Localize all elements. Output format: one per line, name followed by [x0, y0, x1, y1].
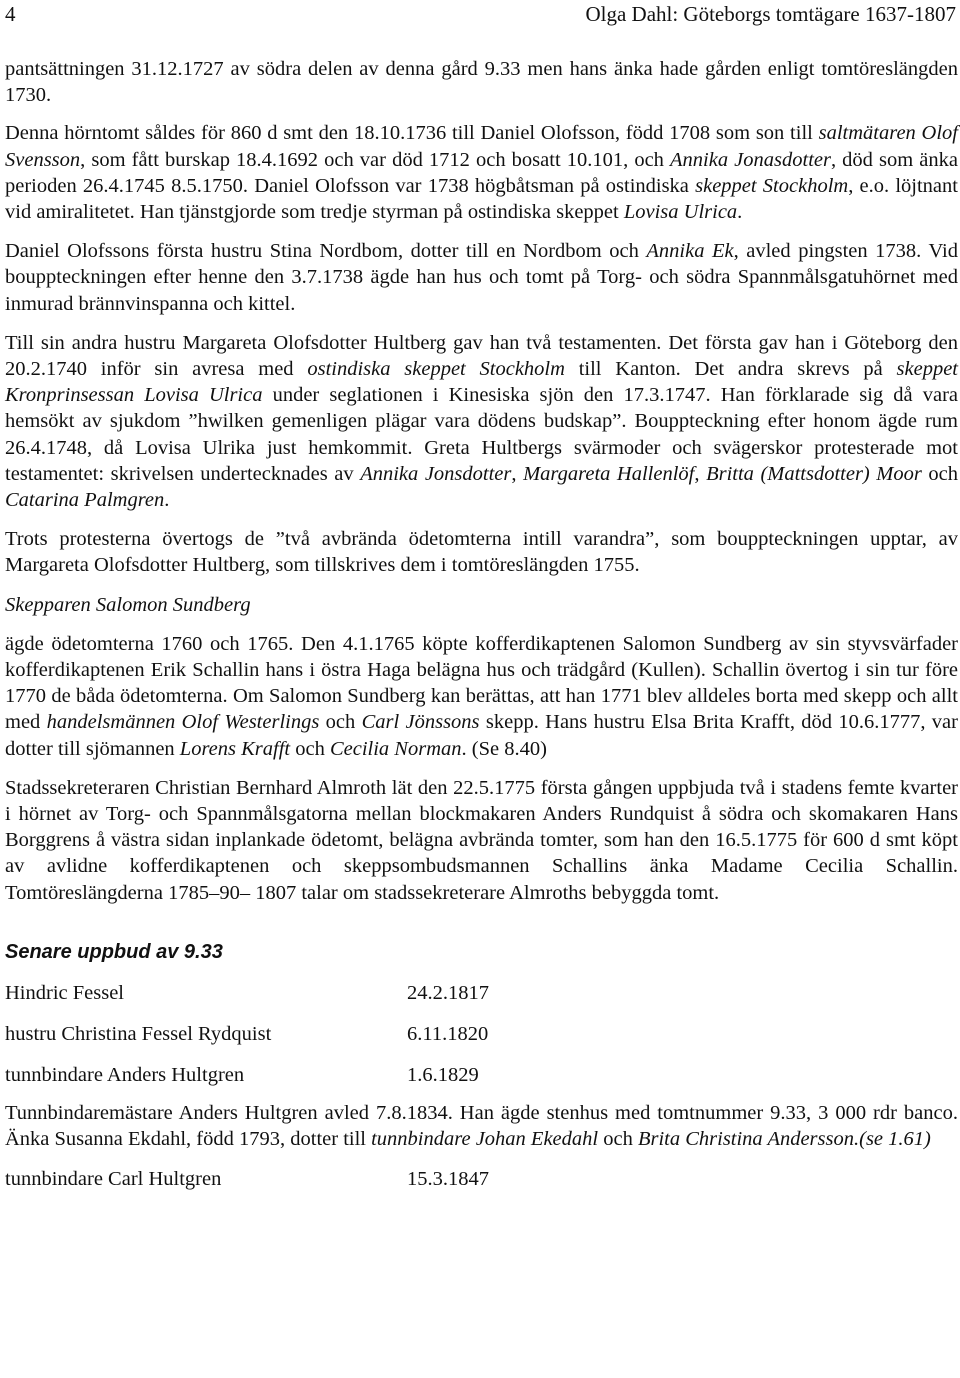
- bid-name: tunnbindare Anders Hultgren: [5, 1063, 245, 1086]
- text-segment: Tunnbindaremästare Anders Hultgren avled 7.8.1834. Han ägde stenhus med tomtnummer 9.33, 3 000 rdr banco. Änka Susanna Ekdahl, född 1793, dotter till: [5, 1101, 958, 1151]
- text-segment: , avled pingsten 1738. Vid bouppteckningen efter henne den 3.7.1738 ägde han hus och tomt på Torg- och södra Spannmålsgatuhörnet med inmurad brännvinspanna och kittel.: [5, 240, 958, 315]
- text-segment: ,: [511, 462, 524, 485]
- bid-date: 1.6.1829: [407, 1063, 479, 1086]
- text-segment: Trots protesterna övertogs de ”två avbrända ödetomterna intill varandra”, som bouppteckningen upptar, av Margareta Olofsdotter Hultberg, som tillskrives dem i tomtöreslängden 1755.: [5, 528, 958, 577]
- italic-segment: Annika Jonasdotter: [670, 148, 831, 171]
- text-segment: till Kanton. Det andra skrevs på: [564, 358, 897, 381]
- bid-row: [5, 980, 958, 1006]
- section-heading: Senare uppbud av 9.33: [5, 940, 223, 963]
- paragraph-2: [5, 120, 958, 225]
- paragraph-7: [5, 775, 958, 906]
- bid-row: [5, 1166, 958, 1192]
- text-segment: och: [598, 1128, 638, 1151]
- italic-segment: Carl Jönssons: [361, 711, 480, 734]
- bid-date: 15.3.1847: [407, 1168, 489, 1191]
- bid-name: tunnbindare Carl Hultgren: [5, 1168, 222, 1191]
- document-page: [5, 0, 958, 1192]
- paragraph-6: [5, 631, 958, 762]
- italic-segment: Lovisa Ulrica: [623, 201, 738, 224]
- page-number: 4: [5, 2, 16, 26]
- text-segment: .: [737, 201, 743, 224]
- italic-segment: skeppet Kronprinsessan Lovisa Ulrica: [5, 358, 959, 407]
- italic-segment: ostindiska skeppet Stockholm: [307, 358, 565, 381]
- bid-name: Hindric Fessel: [5, 981, 124, 1004]
- text-segment: Stadssekreteraren Christian Bernhard Almroth lät den 22.5.1775 första gången uppbjuda två i stadens femte kvarter i hörnet av Torg- och Spannmålsgatorna mellan blockmakaren Anders Rundquist å södra och skomakaren Hans Borggrens å västra sidan inplankade ödetomt, belägna avbrända tomter, som han den 16.5.1775 för 600 d smt köpt av avlidne kofferdikaptenen och skeppsombudsmannen Schallins änka Madame Cecilia Schallin. Tomtöreslängderna 1785–90– 1807 talar om stadssekreterare Almroths bebyggda tomt.: [5, 776, 958, 904]
- text-segment: Till sin andra hustru Margareta Olofsdotter Hultberg gav han två testamenten. Det första gav han i Göteborg den 20.2.1740 inför sin avresa med: [5, 331, 958, 381]
- text-segment: och: [319, 711, 362, 734]
- italic-segment: Catarina Palmgren: [5, 489, 165, 512]
- italic-segment: handelsmännen Olof Westerlings: [46, 711, 320, 734]
- bid-date: 6.11.1820: [407, 1022, 489, 1045]
- text-segment: skepp. Hans hustru Elsa Brita Krafft, död 10.6.1777, var dotter till sjömannen: [5, 711, 958, 760]
- paragraph-5: [5, 526, 958, 578]
- italic-segment: Britta (Mattsdotter) Moor: [706, 462, 922, 485]
- text-segment: pantsättningen 31.12.1727 av södra delen av denna gård 9.33 men hans änka hade gården enligt tomtöreslängden 1730.: [5, 58, 958, 107]
- text-segment: .: [164, 489, 170, 512]
- text-segment: ,: [694, 462, 707, 485]
- italic-segment: Brita Christina Andersson.(se 1.61): [637, 1128, 931, 1151]
- page-header: [5, 2, 958, 26]
- paragraph-3: [5, 238, 958, 317]
- bid-date: 24.2.1817: [407, 981, 489, 1004]
- text-segment: , som fått burskap 18.4.1692 och var död 1712 och bosatt 10.101, och: [80, 148, 671, 171]
- running-title: Olga Dahl: Göteborgs tomtägare 1637-1807: [585, 2, 956, 26]
- italic-segment: Annika Ek: [646, 240, 734, 263]
- text-segment: under seglationen i Kinesiska sjön den 17.3.1747. Han förklarade sig då vara hemsökt av sjukdom ”hwilken gemenligen plägar vara dödens budskap”. Bouppteckning efter honom ägde rum 26.4.1748, då Lovisa Ulrika just hemkommit. Greta Hultbergs svärmoder och svägerskor protesterade mot testamentet: skrivelsen undertecknades av: [5, 384, 958, 485]
- text-segment: . (Se 8.40): [461, 737, 547, 760]
- italic-segment: Annika Jonsdotter: [360, 462, 512, 485]
- text-segment: Denna hörntomt såldes för 860 d smt den 18.10.1736 till Daniel Olofsson, född 1708 som son till: [5, 122, 819, 145]
- bid-name: hustru Christina Fessel Rydquist: [5, 1022, 272, 1045]
- italic-segment: tunnbindare Johan Ekedahl: [371, 1128, 599, 1151]
- italic-segment: Lorens Krafft: [179, 737, 291, 760]
- text-segment: , e.o. löjtnant vid amiralitetet. Han tjänstgjorde som tredje styrman på ostindiska skeppet: [5, 174, 958, 224]
- subheading-skepparen: [5, 592, 958, 618]
- italic-segment: saltmätaren Olof Svensson: [5, 122, 958, 171]
- paragraph-4: [5, 330, 958, 513]
- italic-segment: skeppet Stockholm: [695, 174, 849, 197]
- italic-segment: Margareta Hallenlöf: [523, 462, 695, 485]
- text-segment: , död som änka perioden 26.4.1745 8.5.1750. Daniel Olofsson var 1738 högbåtsman på ostindiska: [5, 148, 958, 197]
- bid-row: [5, 1062, 958, 1088]
- text-segment: och: [290, 737, 330, 760]
- italic-segment: Cecilia Norman: [329, 737, 462, 760]
- text-segment: ägde ödetomterna 1760 och 1765. Den 4.1.1765 köpte kofferdikaptenen Salomon Sundberg av sin styvsvärfader kofferdikaptenen Erik Schallin hans i östra Haga belägna hus och trädgård (Kullen). Schallin övertog i sin tur före 1770 de båda ödetomterna. Om Salomon Sundberg kan berättas, att han 1771 blev alldeles borta med skepp och allt med: [5, 632, 958, 734]
- paragraph-1: [5, 56, 958, 108]
- paragraph-final: [5, 1100, 958, 1152]
- italic-segment: Skepparen Salomon Sundberg: [5, 593, 251, 616]
- text-segment: och: [921, 462, 959, 485]
- bid-row: [5, 1021, 958, 1047]
- text-segment: Daniel Olofssons första hustru Stina Nordbom, dotter till en Nordbom och: [5, 240, 647, 263]
